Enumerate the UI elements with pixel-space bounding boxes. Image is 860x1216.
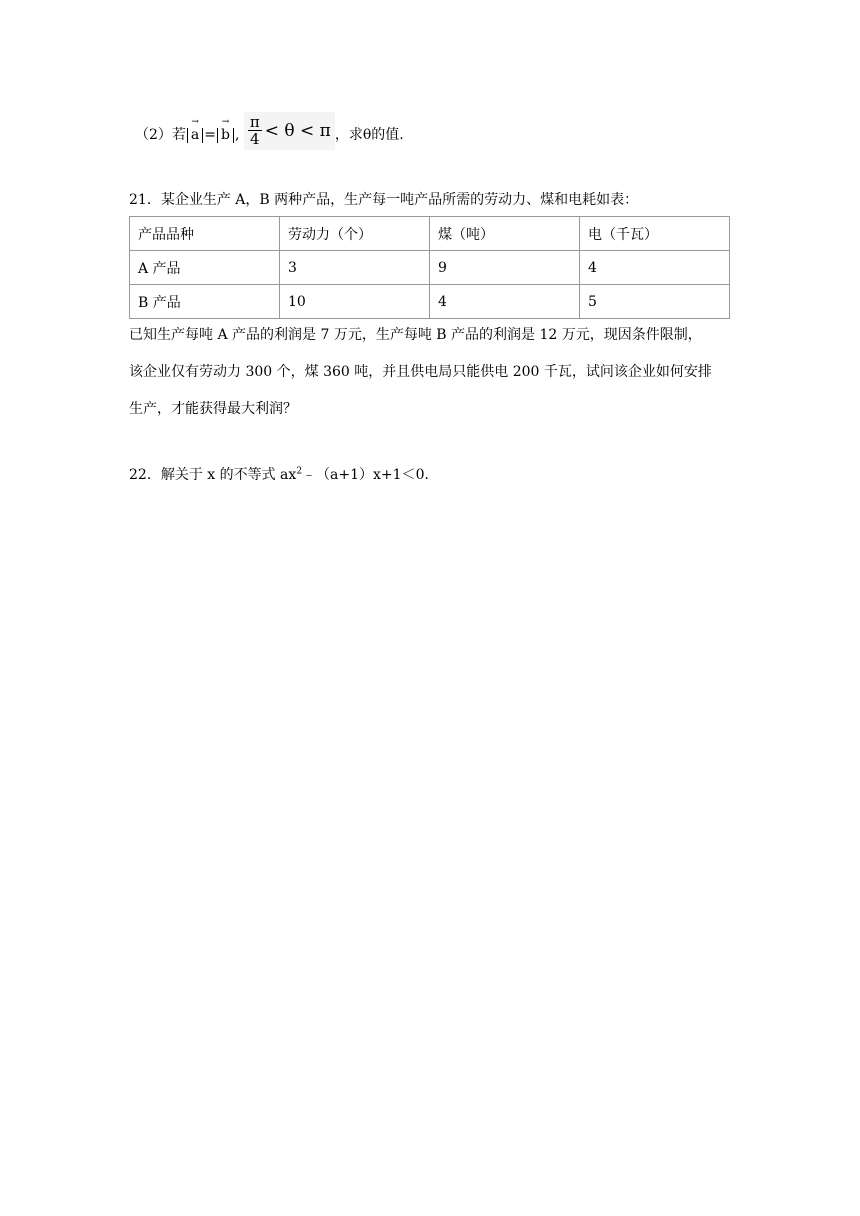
q20-tail-text: ，求θ的值. <box>334 127 404 143</box>
table-header-cell: 电（千瓦） <box>580 217 730 251</box>
table-cell: 5 <box>580 285 730 319</box>
q22-exponent: 2 <box>296 466 303 477</box>
abs-vector-a <box>187 128 203 143</box>
q20-part-label: （2）若 <box>135 127 186 143</box>
table-row <box>130 251 730 285</box>
table-cell: B 产品 <box>130 285 280 319</box>
table-cell: 4 <box>430 285 580 319</box>
fraction-numerator: π <box>249 113 260 131</box>
q21-body-line: 已知生产每吨 A 产品的利润是 7 万元，生产每吨 B 产品的利润是 12 万元，现因条件限制， <box>129 327 702 343</box>
table-row <box>130 285 730 319</box>
table-cell: 9 <box>430 251 580 285</box>
table-header-row <box>130 217 730 251</box>
table-header-cell: 煤（吨） <box>430 217 580 251</box>
table-cell: 3 <box>280 251 430 285</box>
theta-range-formula <box>244 112 335 150</box>
vector-a: → a <box>190 128 200 143</box>
table-header-cell: 产品品种 <box>130 217 280 251</box>
equals-sign: = <box>204 127 217 143</box>
q21-intro: 21．某企业生产 A，B 两种产品，生产每一吨产品所需的劳动力、煤和电耗如表： <box>129 192 639 208</box>
q22-line <box>129 465 438 485</box>
vector-b: → b <box>220 128 231 143</box>
fraction-denominator: 4 <box>250 130 260 148</box>
table-cell: A 产品 <box>130 251 280 285</box>
table-cell: 4 <box>580 251 730 285</box>
pi-over-four-fraction <box>248 114 262 148</box>
q21-body-line: 该企业仅有劳动力 300 个，煤 360 吨，并且供电局只能供电 200 千瓦，试问该企业如何安排 <box>129 364 712 380</box>
product-consumption-table <box>129 216 730 319</box>
q22-prefix: 22．解关于 x 的不等式 ax <box>129 467 297 483</box>
q20-part2-line <box>135 113 404 154</box>
table-cell: 10 <box>280 285 430 319</box>
theta-inequality: < θ < π <box>264 121 331 141</box>
comma: , <box>234 127 240 143</box>
abs-vector-b <box>217 128 234 143</box>
q21-body-line: 生产，才能获得最大利润？ <box>129 401 297 417</box>
table-header-cell: 劳动力（个） <box>280 217 430 251</box>
q22-suffix: ﹣（a+1）x+1＜0． <box>302 467 439 483</box>
